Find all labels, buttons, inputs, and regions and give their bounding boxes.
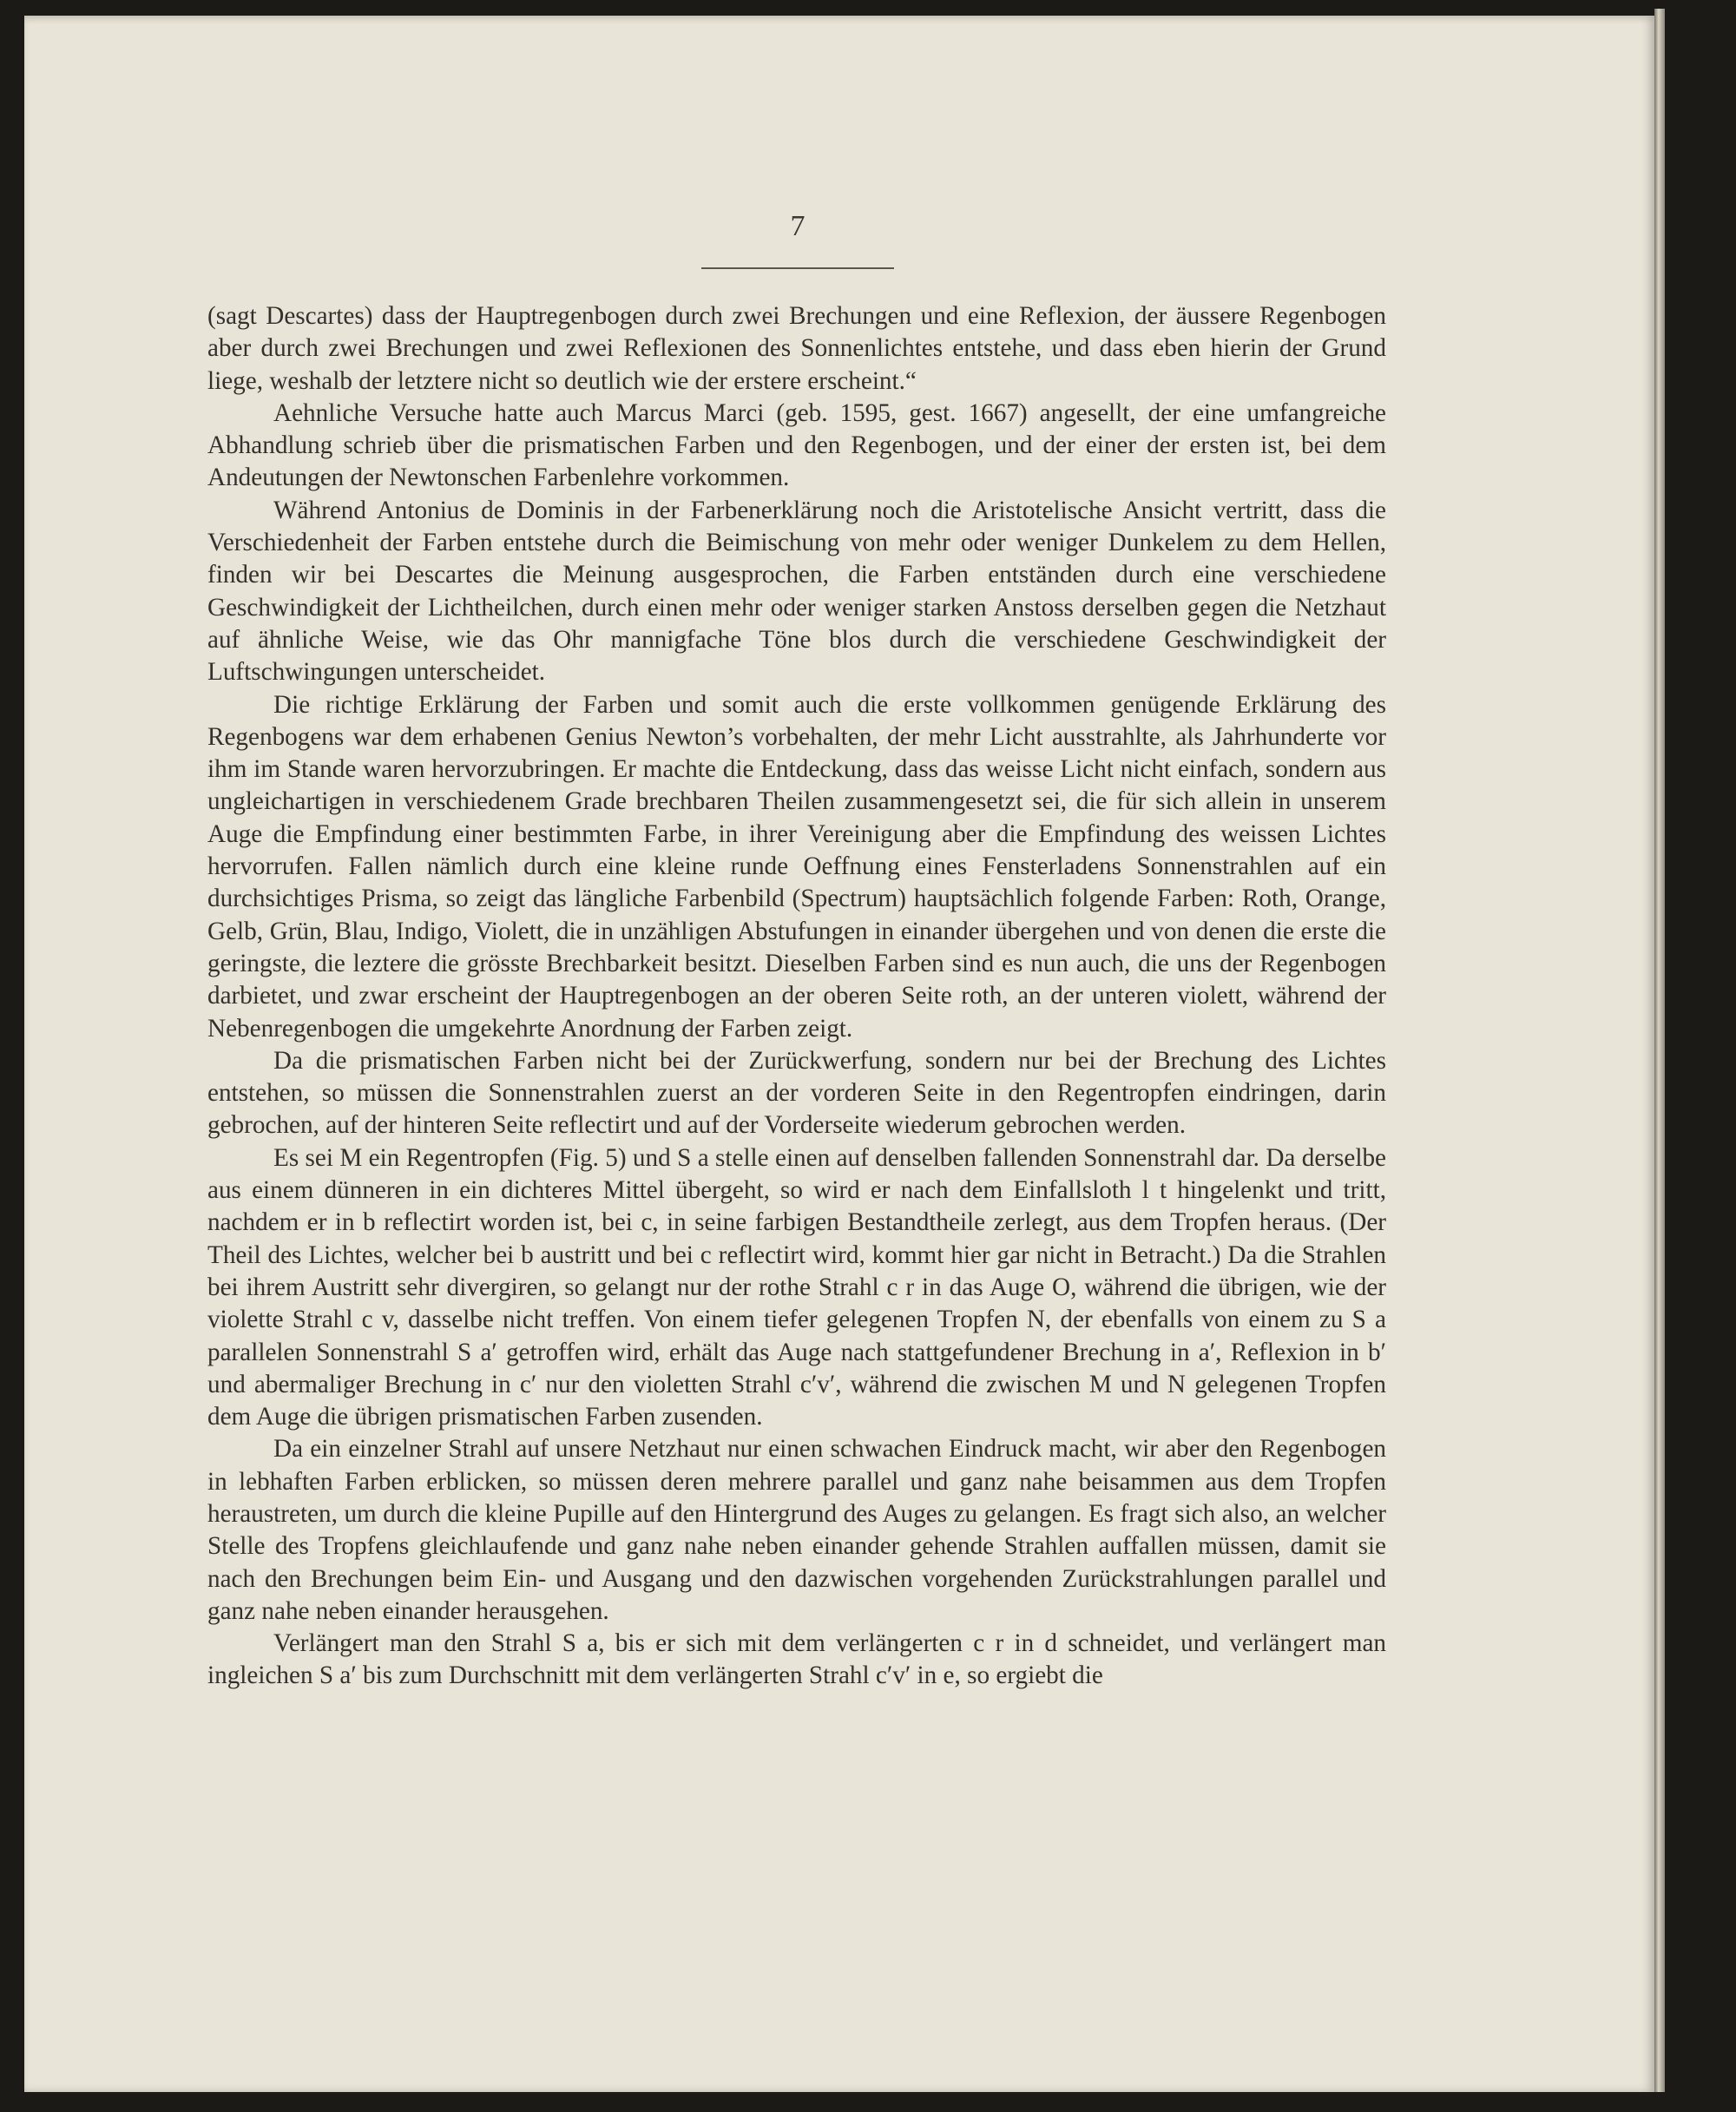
paragraph-6: Es sei M ein Regentropfen (Fig. 5) und S a stelle einen auf denselben fallenden Sonnenstrahl dar. Da derselbe aus einem dünneren in ein dichteres Mittel übergeht, so wird er nach dem Einfallsloth l t hingelenkt und tritt, nachdem er in b reflectirt worden ist, bei c, in seine farbigen Bestandtheile zerlegt, aus dem Tropfen heraus. (Der Theil des Lichtes, welcher bei b austritt und bei c reflectirt wird, kommt hier gar nicht in Betracht.) Da die Strahlen bei ihrem Austritt sehr divergiren, so gelangt nur der rothe Strahl c r in das Auge O, während die übrigen, wie der violette Strahl c v, dasselbe nicht treffen. Von einem tiefer gelegenen Tropfen N, der ebenfalls von einem zu S a parallelen Sonnenstrahl S a′ getroffen wird, erhält das Auge nach stattgefundener Brechung in a′, Reflexion in b′ und abermaliger Brechung in c′ nur den violetten Strahl c′v′, während die zwischen M und N gelegenen Tropfen dem Auge die übrigen prismatischen Farben zusenden.	[207, 1143, 1386, 1431]
page-number: 7	[790, 210, 806, 242]
paragraph-4: Die richtige Erklärung der Farben und somit auch die erste vollkommen genügende Erklärung des Regenbogens war dem erhabenen Genius Newton’s vorbehalten, der mehr Licht ausstrahlte, als Jahrhunderte vor ihm im Stande waren hervorzubringen. Er machte die Entdeckung, dass das weisse Licht nicht einfach, sondern aus ungleichartigen in verschiedenem Grade brechbaren Theilen zusammengesetzt sei, die für sich allein in unserem Auge die Empfindung einer bestimmten Farbe, in ihrer Vereinigung aber die Empfindung des weissen Lichtes hervorrufen. Fallen nämlich durch eine kleine runde Oeffnung eines Fensterladens Sonnenstrahlen auf ein durchsichtiges Prisma, so zeigt das längliche Farbenbild (Spectrum) hauptsächlich folgende Farben: Roth, Orange, Gelb, Grün, Blau, Indigo, Violett, die in unzähligen Abstufungen in einander übergehen und von denen die erste die geringste, die leztere die grösste Brechbarkeit besitzt. Dieselben Farben sind es nun auch, die uns der Regenbogen darbietet, und zwar erscheint der Hauptregenbogen an der oberen Seite roth, an der unteren violett, während der Nebenregenbogen die umgekehrte Anordnung der Farben zeigt.	[207, 690, 1386, 1043]
paragraph-2: Aehnliche Versuche hatte auch Marcus Marci (geb. 1595, gest. 1667) angesellt, der eine umfangreiche Abhandlung schrieb über die prismatischen Farben und den Regenbogen, und der einer der ersten ist, bei dem Andeutungen der Newtonschen Farbenlehre vorkommen.	[207, 398, 1386, 492]
book-page	[24, 16, 1654, 2092]
paragraph-3: Während Antonius de Dominis in der Farbenerklärung noch die Aristotelische Ansicht vertritt, dass die Verschiedenheit der Farben entstehe durch die Beimischung von mehr oder weniger Dunkelem zu dem Hellen, finden wir bei Descartes die Meinung ausgesprochen, die Farben entständen durch eine verschiedene Geschwindigkeit der Lichtheilchen, durch einen mehr oder weniger starken Anstoss derselben gegen die Netzhaut auf ähnliche Weise, wie das Ohr mannigfache Töne blos durch die verschiedene Geschwindigkeit der Luftschwingungen unterscheidet.	[207, 496, 1386, 687]
paragraph-8: Verlängert man den Strahl S a, bis er sich mit dem verlängerten c r in d schneidet, und verlängert man ingleichen S a′ bis zum Durchschnitt mit dem verlängerten Strahl c′v′ in e, so ergiebt die	[207, 1629, 1386, 1690]
paragraph-1: (sagt Descartes) dass der Hauptregenbogen durch zwei Brechungen und eine Reflexion, der äussere Regenbogen aber durch zwei Brechungen und zwei Reflexionen des Sonnenlichtes entstehe, und dass eben hierin der Grund liege, weshalb der letztere nicht so deutlich wie der erstere erscheint.“	[207, 302, 1386, 395]
page-edge	[1654, 9, 1665, 2092]
paragraph-7: Da ein einzelner Strahl auf unsere Netzhaut nur einen schwachen Eindruck macht, wir aber den Regenbogen in lebhaften Farben erblicken, so müssen deren mehrere parallel und ganz nahe beisammen aus dem Tropfen heraustreten, um durch die kleine Pupille auf den Hintergrund des Auges zu gelangen. Es fragt sich also, an welcher Stelle des Tropfens gleichlaufende und ganz nahe neben einander gehende Strahlen auffallen müssen, damit sie nach den Brechungen beim Ein- und Ausgang und den dazwischen vorgehenden Zurückstrahlungen parallel und ganz nahe neben einander herausgehen.	[207, 1435, 1386, 1625]
paragraph-5: Da die prismatischen Farben nicht bei der Zurückwerfung, sondern nur bei der Brechung des Lichtes entstehen, so müssen die Sonnenstrahlen zuerst an der vorderen Seite in den Regentropfen eindringen, darin gebrochen, auf der hinteren Seite reflectirt und auf der Vorderseite wiederum gebrochen werden.	[207, 1046, 1386, 1140]
page-number-rule	[701, 267, 894, 269]
body-text	[207, 300, 1386, 1693]
